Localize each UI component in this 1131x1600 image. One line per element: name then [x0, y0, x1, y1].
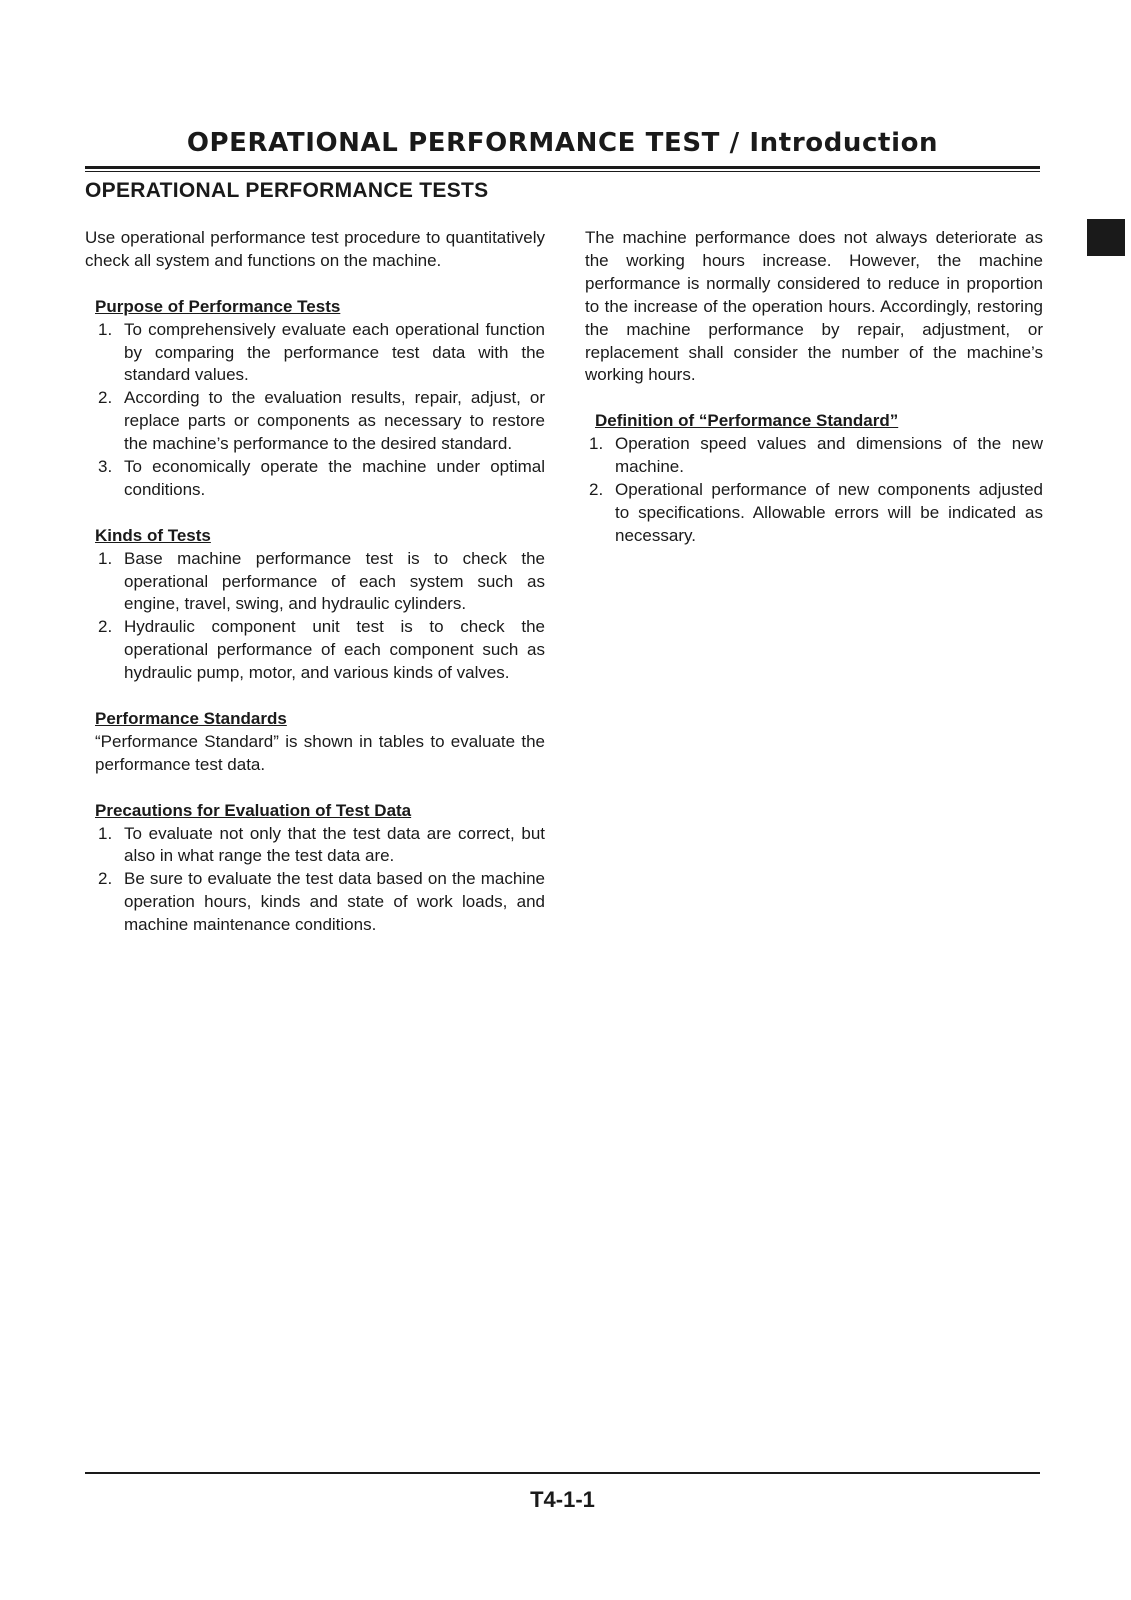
list-text: To evaluate not only that the test data are correct, but also in what range the test data are.	[124, 823, 545, 866]
list-item	[85, 319, 545, 388]
precautions-heading: Precautions for Evaluation of Test Data	[95, 800, 412, 820]
list-number: 1.	[98, 823, 113, 843]
list-text: To comprehensively evaluate each operational function by comparing the performance test data with the standard values.	[124, 319, 545, 385]
list-number: 3.	[98, 457, 113, 477]
list-number: 1.	[98, 548, 113, 568]
intro-paragraph: Use operational performance test procedure to quantitatively check all system and functions on the machine.	[85, 228, 545, 270]
list-item	[85, 823, 545, 869]
list-item	[85, 868, 545, 937]
list-number: 1.	[589, 434, 604, 454]
list-item	[585, 433, 1043, 479]
precautions-list	[85, 823, 545, 938]
page-header-title: OPERATIONAL PERFORMANCE TEST / Introduction	[186, 128, 939, 158]
footer-rule	[85, 1472, 1040, 1474]
kinds-block	[85, 525, 545, 685]
standards-block	[85, 708, 545, 777]
list-number: 1.	[98, 319, 113, 339]
definition-heading: Definition of “Performance Standard”	[595, 411, 899, 431]
precautions-block	[85, 800, 545, 937]
list-text: Be sure to evaluate the test data based on the machine operation hours, kinds and state of work loads, and machine maintenance conditions.	[124, 869, 545, 935]
list-text: Operational performance of new components adjusted to specifications. Allowable errors will be indicated as necessary.	[615, 479, 1043, 545]
kinds-list	[85, 548, 545, 685]
right-column	[585, 227, 1043, 548]
definition-list	[585, 433, 1043, 548]
list-text: Base machine performance test is to check the operational performance of each system such as engine, travel, swing, and hydraulic cylinders.	[124, 548, 545, 614]
list-item	[85, 548, 545, 617]
list-number: 2.	[589, 479, 604, 499]
header-rule-thick	[85, 166, 1040, 169]
list-number: 2.	[98, 869, 113, 889]
list-item	[585, 479, 1043, 548]
list-text: Operation speed values and dimensions of the new machine.	[615, 434, 1043, 477]
purpose-heading: Purpose of Performance Tests	[95, 296, 341, 316]
list-number: 2.	[98, 388, 113, 408]
list-item	[85, 387, 545, 456]
right-intro-paragraph: The machine performance does not always deteriorate as the working hours increase. However, the machine performance is normally considered to reduce in proportion to the increase of the operation hours. Accordingly, restoring the machine performance by repair, adjustment, or replacement shall consider the number of the machine’s working hours.	[585, 228, 1043, 385]
standards-text: “Performance Standard” is shown in tables to evaluate the performance test data.	[95, 731, 545, 774]
list-item	[85, 456, 545, 502]
list-text: According to the evaluation results, repair, adjust, or replace parts or components as necessary to restore the machine’s performance to the desired standard.	[124, 388, 545, 454]
page-number: T4-1-1	[530, 1487, 595, 1512]
standards-heading: Performance Standards	[95, 708, 287, 728]
list-text: To economically operate the machine under optimal conditions.	[124, 457, 545, 499]
list-item	[85, 616, 545, 685]
definition-block	[585, 410, 1043, 547]
kinds-heading: Kinds of Tests	[95, 525, 211, 545]
list-number: 2.	[98, 617, 113, 637]
section-tab-marker	[1087, 219, 1125, 256]
purpose-list	[85, 319, 545, 502]
section-title: OPERATIONAL PERFORMANCE TESTS	[85, 179, 489, 202]
purpose-block	[85, 296, 545, 502]
left-column	[85, 227, 545, 937]
list-text: Hydraulic component unit test is to check the operational performance of each component such as hydraulic pump, motor, and various kinds of valves.	[124, 617, 545, 683]
header-rule-thin	[85, 171, 1040, 172]
